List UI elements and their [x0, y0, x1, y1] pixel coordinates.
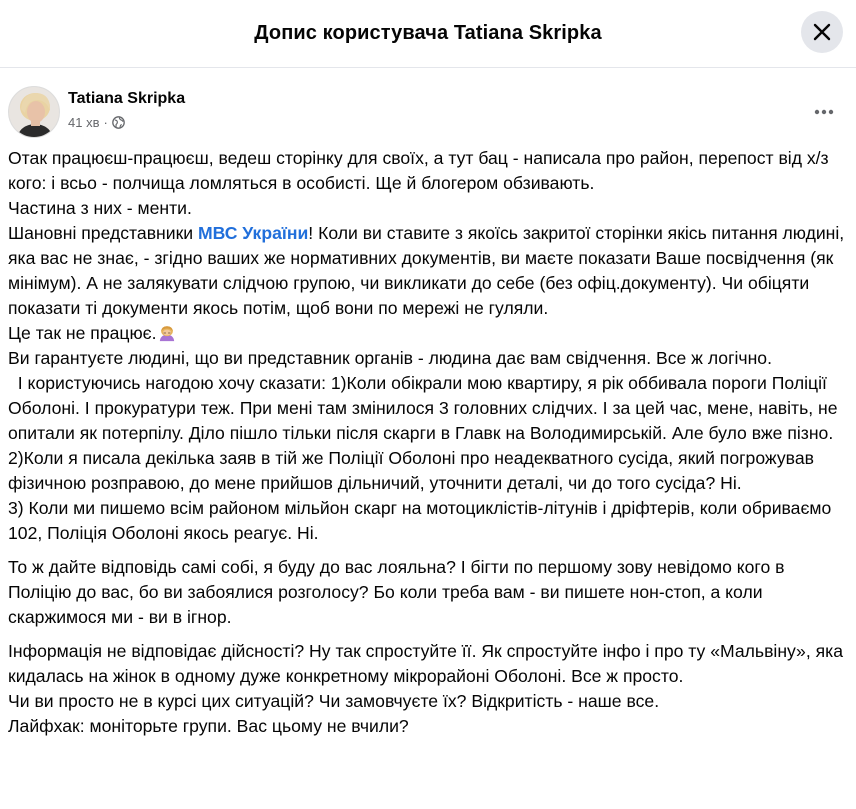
post-time[interactable]: 41 хв — [68, 115, 100, 130]
text-line: Інформація не відповідає дійсності? Ну так спростуйте її. Як спростуйте інфо і про ту «Мальвіну», яка кидалась на жінок в одному дуже конкретному мікрорайоні Оболоні. Все ж просто. — [8, 641, 844, 686]
text-line: Ви гарантуєте людині, що ви представник органів - людина дає вам свідчення. Все ж логічно. — [8, 348, 772, 368]
close-button[interactable] — [801, 11, 843, 53]
text-line: То ж дайте відповідь самі собі, я буду до вас лояльна? І бігти по першому зову невідомо кого в Поліцію до вас, бо ви забоялися розголосу? Бо коли треба вам - ви пишете нон-стоп, а коли скаржимося ми - ви в ігнор. — [8, 557, 785, 627]
text-line: Отак працюєш-працюєш, ведеш сторінку для своїх, а тут бац - написала про район, перепост від х/з кого: і всьо - полчища ломляться в особисті. Ще й блогером обзивають. — [8, 148, 829, 193]
text-line: 3) Коли ми пишемо всім районом мільйон скарг на мотоциклістів-літунів і дріфтерів, коли обриваємо 102, Поліція Оболоні якось реагує. Ні. — [8, 498, 832, 543]
text-line: Чи ви просто не в курсі цих ситуацій? Чи замовчуєте їх? Відкритість - наше все. — [8, 691, 660, 711]
text-line: І користуючись нагодою хочу сказати: 1)Коли обікрали мою квартиру, я рік оббивала пороги Поліції Оболоні. І прокуратури теж. При мені там змінилося 3 головних слідчих. І за цей час, мене, навіть, не опитали як потерпілу. Діло пішло тільки після скарги в Главк на Володимирській. Але було вже пізно. — [8, 373, 838, 443]
post-body — [8, 146, 850, 739]
post-paragraph — [8, 555, 850, 630]
text-line: Лайфхак: моніторьте групи. Вас цьому не вчили? — [8, 716, 409, 736]
avatar[interactable] — [8, 86, 60, 138]
avatar-photo — [9, 87, 60, 138]
more-options-icon — [814, 109, 834, 115]
text-line: Це так не працює. — [8, 323, 157, 343]
post-author[interactable]: Tatiana Skripka — [68, 90, 186, 107]
text-line: Шановні представники — [8, 223, 198, 243]
text-line: 2)Коли я писала декілька заяв в тій же Поліції Оболоні про неадекватного сусіда, який погрожував фізичною розправою, до мене прийшов дільничий, уточнити деталі, чи до того сусіда? Ні. — [8, 448, 814, 493]
modal-header — [0, 0, 856, 68]
meta-separator: · — [103, 115, 108, 130]
post-paragraph — [8, 639, 850, 739]
modal-title: Допис користувача Tatiana Skripka — [254, 22, 602, 44]
post-paragraph — [8, 146, 850, 546]
text-line: ! Коли ви ставите з якоїсь закритої сторінки якісь питання людині, яка вас не знає, - згідно ваших же нормативних документів, ви маєте показати Ваше посвідчення (як мінімум). А не залякувати слідчою групою, чи викликати до себе (без офіц.документу). Чи обіцяти показати ті документи якось потім, щоб вони по мережі не гуляли. — [8, 223, 845, 318]
text-line: Частина з них - менти. — [8, 198, 192, 218]
more-options-button[interactable] — [806, 94, 842, 130]
woman-bowing-emoji — [158, 324, 176, 342]
globe-icon[interactable] — [112, 116, 125, 129]
close-icon — [812, 22, 832, 42]
post-header — [8, 84, 848, 140]
post-meta — [68, 115, 125, 130]
mention-link[interactable]: МВС України — [198, 223, 309, 243]
